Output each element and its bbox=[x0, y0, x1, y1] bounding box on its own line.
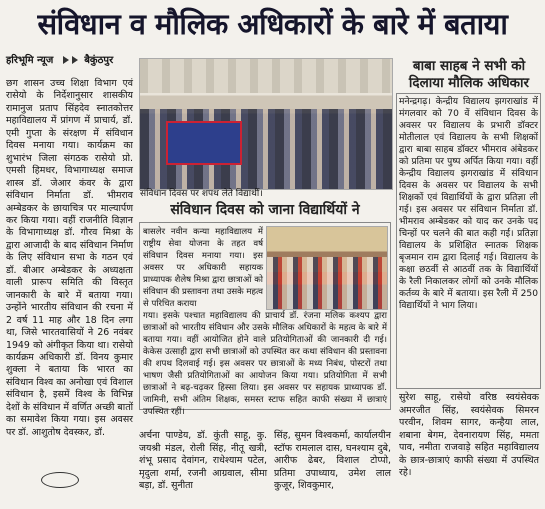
side-article-text: मनेन्द्रगढ़। केन्द्रीय विद्यालय झगराखांड में मंगलवार को 70 वें संविधान दिवस के अवसर पर विद्यालय के प्रभारी डॉक्टर मोतीलाल एवं विद्यालय के सभी शिक्षकों द्वारा बाबा साहब डॉक्टर भीमराव अंबेडकर को प्रतिमा पर पुष्प अर्पित किया गया। वहीं केन्द्रीय विद्यालय झगराखांड में संविधान दिवस के अवसर पर विद्यालय के सभी शिक्षकों एवं विद्यार्थियों के द्वारा प्रतिज्ञा ली गई। इस अवसर पर संविधान निर्माता डॉ. भीमराव अम्बेडकर को याद कर उनके पद चिन्हों पर चलने की बात कही गई। प्रतिज्ञा विद्यालय के प्रशिक्षित स्नातक शिक्षक बृजमान राम द्वारा दिलाई गई। विद्यालय के कक्षा छठवीं से आठवीं तक के विद्यार्थियों के रैली निकालकर लोगों को उनके मौलिक कर्तव्य के बारे में बताया। इस रैली में 250 विद्यार्थियों ने भाग लिया। bbox=[399, 97, 538, 311]
continued-text-col3: सुरेश साहू, रासेयो वरिष्ठ स्वयंसेवक अमरजीत सिंह, स्वयंसेवक सिमरन परवीन, शिवम सागर, कन्हैया लाल, शबाना बेगम, देवनारायण सिंह, ममता पाव, नमीता राजवाड़े सहित महाविद्यालय के छात्र-छात्राएं काफी संख्या में उपस्थित रहे। bbox=[399, 392, 539, 478]
byline-source: हरिभूमि न्यूज bbox=[6, 55, 54, 66]
photo-people bbox=[267, 257, 387, 309]
side-headline: बाबा साहब ने सभी को दिलाया मौलिक अधिकार bbox=[408, 58, 530, 91]
page-headline: संविधान व मौलिक अधिकारों के बारे में बताया bbox=[37, 7, 508, 41]
sub-article-bottom-text: गया। इसके पश्चात महाविद्यालय की प्राचार्य डॉ. रंजना मलिक कश्यप द्वारा छात्राओं को भारतीय संविधान और उसके मौलिक अधिकारों के महत्व के बारे में बताया गया। वहीं आयोजित होने वाले प्रतियोगिताओं की जानकारी दी गई। केकेस उत्साही द्वारा सभी छात्राओं को उपस्थित कर कथा संविधान की प्रस्तावना की शपथ दिलवाई गई। इस अवसर पर छात्राओं के मध्य निबंध, पोस्टरों तथा भाषण जैसी प्रतियोगिताओं का आयोजन किया गया। प्रतियोगिता में सभी छात्राओं ने बढ़-चढ़कर हिस्सा लिया। इस अवसर पर सहायक प्राध्यापक डॉ. जामिनी, सभी अंतिम शिक्षक, समस्त स्टाफ सहित काफी संख्या में छात्राएं उपस्थित रहीं। bbox=[143, 311, 387, 417]
byline-place: बैकुंठपुर bbox=[84, 55, 114, 66]
main-article-text: छग शासन उच्च शिक्षा विभाग एवं रासेयो के निर्देशानुसार शासकीय रामानुज प्रताप सिंहदेव स्नातकोत्तर महाविद्यालय में प्रांगण में प्राचार्य, डॉ. एमी गुप्ता के संरक्षण में संविधान दिवस मनाया गया। कार्यक्रम का शुभारंभ जिला संगठक रासेयो प्रो. एमसी हिमधर, विभागाध्यक्ष समाज शास्त्र डॉ. जेआर कंवर के द्वारा संविधान निर्माता डॉ. भीमराव अम्बेडकर के छायाचित्र पर माल्यार्पण कर किया गया। वहीं राजनीति विज्ञान के विभागाध्यक्ष डॉ. गौरव मिश्रा के द्वारा आजादी के बाद संविधान निर्माण के लिए संविधान सभा के गठन एवं डॉ. बीआर अम्बेडकर के अध्यक्षता वाली प्रारूप समिति की विस्तृत जानकारी के बारे में बताया गया। उन्होंने भारतीय संविधान की रचना में 2 वर्ष 11 माह और 18 दिन लगा था, जिसे भारतवासियों ने 26 नवंबर 1949 को अंगीकृत किया था। रासेयो कार्यक्रम अधिकारी डॉ. विनय कुमार शुक्ला ने बताया कि भारत का संविधान विश्व का अनोखा एवं विशाल संविधान है, इसमें विश्व के विभिन्न देशों के संविधान में वर्णित अच्छी बातों का समावेश किया गया। इस अवसर पर डॉ. आशुतोष देवस्कर, डॉ. bbox=[6, 78, 133, 438]
photo-caption: संविधान दिवस पर शपथ लेते विद्यार्थी। bbox=[140, 189, 263, 199]
play-arrow-icon bbox=[72, 56, 78, 64]
college-students-photo bbox=[266, 226, 388, 310]
students-oath-photo bbox=[139, 58, 393, 190]
photo-banner bbox=[166, 121, 242, 165]
sub-headline: संविधान दिवस को जाना विद्यार्थियों ने bbox=[170, 202, 360, 218]
continued-text-col2: सिंह, सुमन विश्वकर्मा, कार्यालयीन स्टॉफ रामलाल दास, घनश्याम दुबे, आरीफ ढेबर, विशाल टोप्पो, प्रतिमा उपाध्याय, उमेश लाल कुजूर, शिवकुमार, bbox=[274, 430, 391, 491]
photo-building bbox=[140, 59, 392, 93]
continued-text-col1: अर्चना पाण्डेय, डॉ. कुंती साहू, कु. जयश्री मंडल, रोली सिंह, नीतू खत्री, शंभू प्रसाद देवांगन, राधेश्याम पटेल, मृदुला शर्मा, रजनी आग्रवाल, सीमा बड़ा, डॉ. सुनीता bbox=[139, 430, 267, 491]
play-arrow-icon bbox=[63, 56, 69, 64]
byline bbox=[6, 54, 113, 68]
sub-article-top-text: बासलेर नवीन कन्या महाविद्यालय में राष्ट्रीय सेवा योजना के तहत वर्ष संविधान दिवस मनाया गया। इस अवसर पर अधिकारी सहायक प्राध्यापक शैलेष मिश्रा द्वारा छात्राओं को संविधान की प्रस्तावना तथा उसके महत्व से परिचित कराया bbox=[143, 227, 263, 309]
pen-circle-mark bbox=[41, 472, 79, 488]
